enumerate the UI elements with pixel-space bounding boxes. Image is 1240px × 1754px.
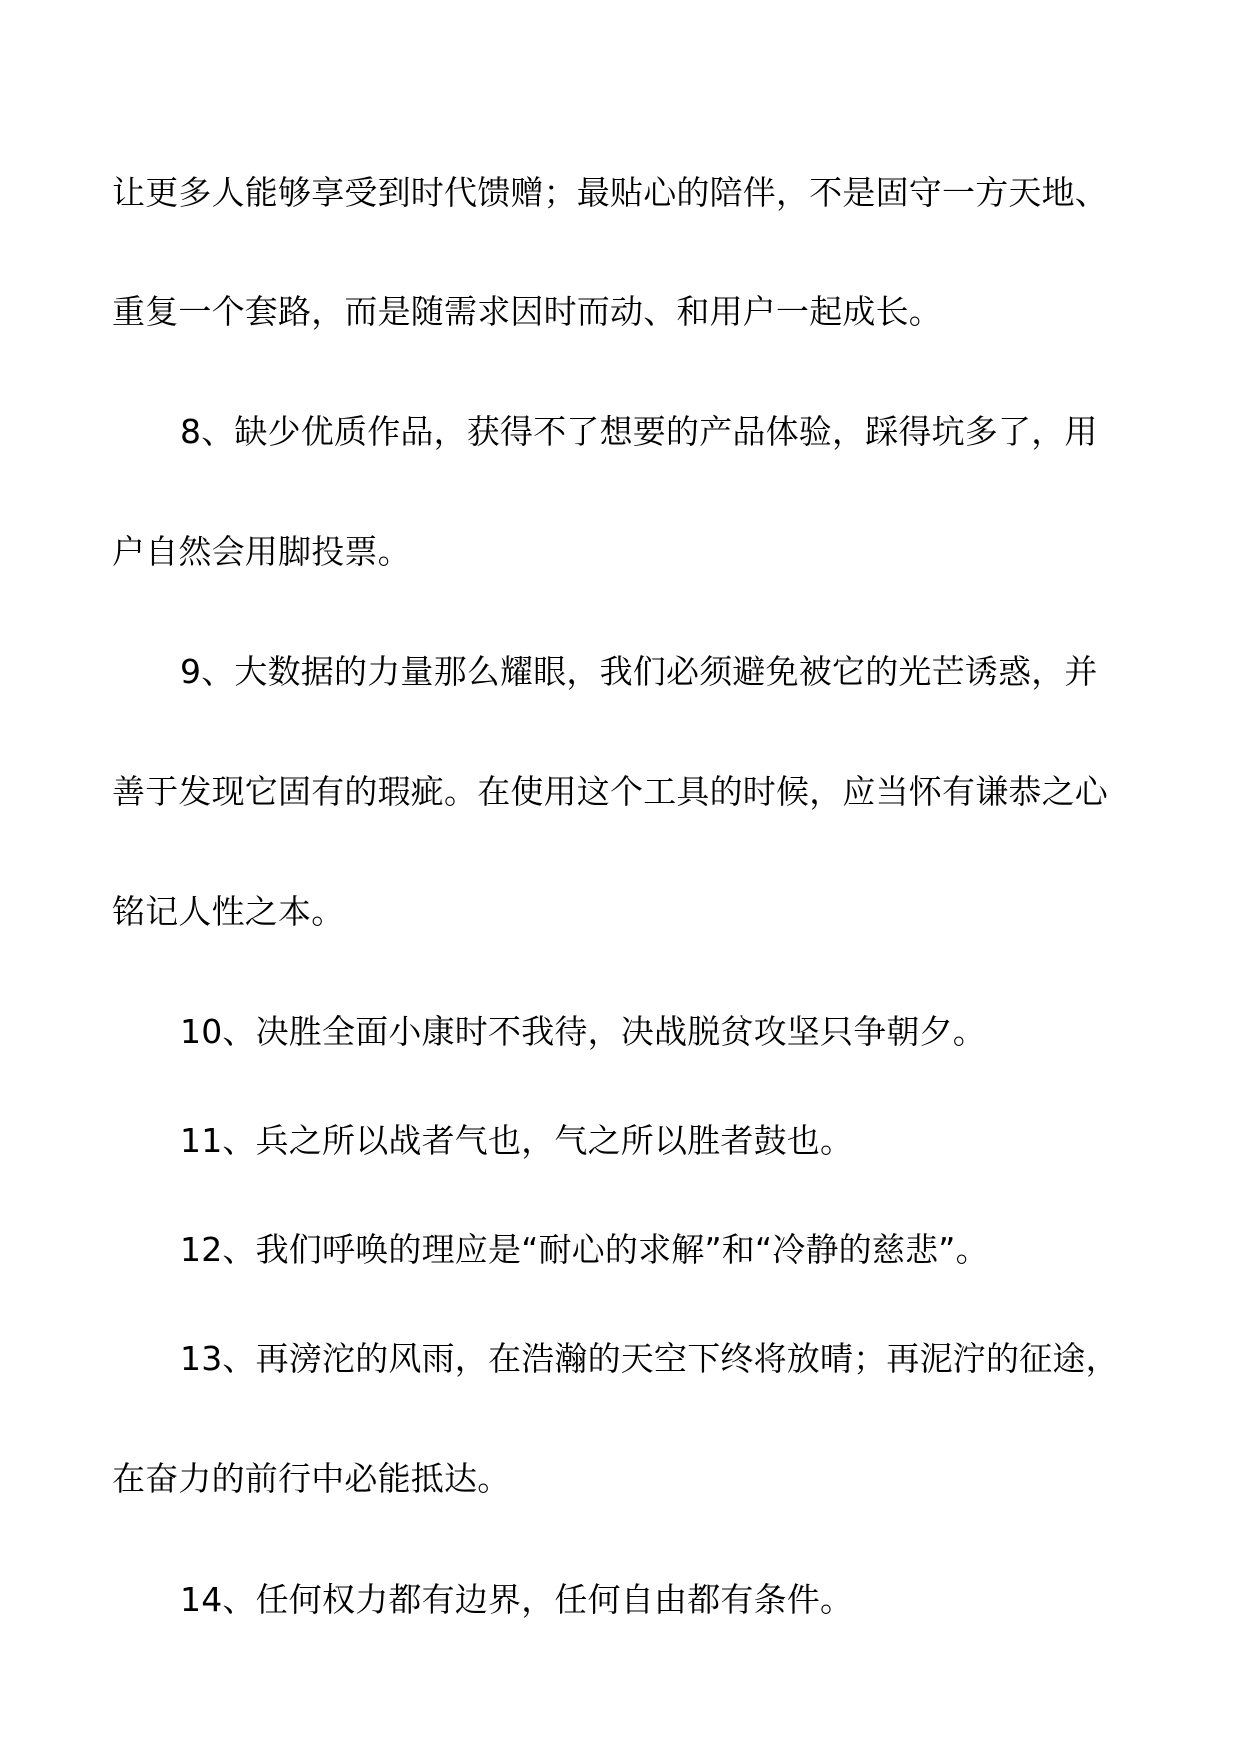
paragraph-12-line: 12、我们呼唤的理应是“耐心的求解”和“冷静的慈悲”。 <box>180 1230 989 1269</box>
paragraph-13-line: 13、再滂沱的风雨，在浩瀚的天空下终将放晴；再泥泞的征途， <box>180 1339 1119 1378</box>
text-line: 在奋力的前行中必能抵达。 <box>112 1459 511 1498</box>
paragraph-14-line: 14、任何权力都有边界，任何自由都有条件。 <box>180 1580 854 1619</box>
paragraph-11-line: 11、兵之所以战者气也，气之所以胜者鼓也。 <box>180 1121 854 1160</box>
paragraph-10-line: 10、决胜全面小康时不我待，决战脱贫攻坚只争朝夕。 <box>180 1012 986 1051</box>
text-line: 善于发现它固有的瑕疵。在使用这个工具的时候，应当怀有谦恭之心 <box>112 772 1108 811</box>
text-line: 户自然会用脚投票。 <box>112 532 411 571</box>
paragraph-9-line: 9、大数据的力量那么耀眼，我们必须避免被它的光芒诱惑，并 <box>180 652 1098 691</box>
text-line: 让更多人能够享受到时代馈赠；最贴心的陪伴，不是固守一方天地、 <box>112 173 1108 212</box>
text-line: 铭记人性之本。 <box>112 892 345 931</box>
paragraph-8-line: 8、缺少优质作品，获得不了想要的产品体验，踩得坑多了，用 <box>180 412 1098 451</box>
text-line: 重复一个套路，而是随需求因时而动、和用户一起成长。 <box>112 292 942 331</box>
